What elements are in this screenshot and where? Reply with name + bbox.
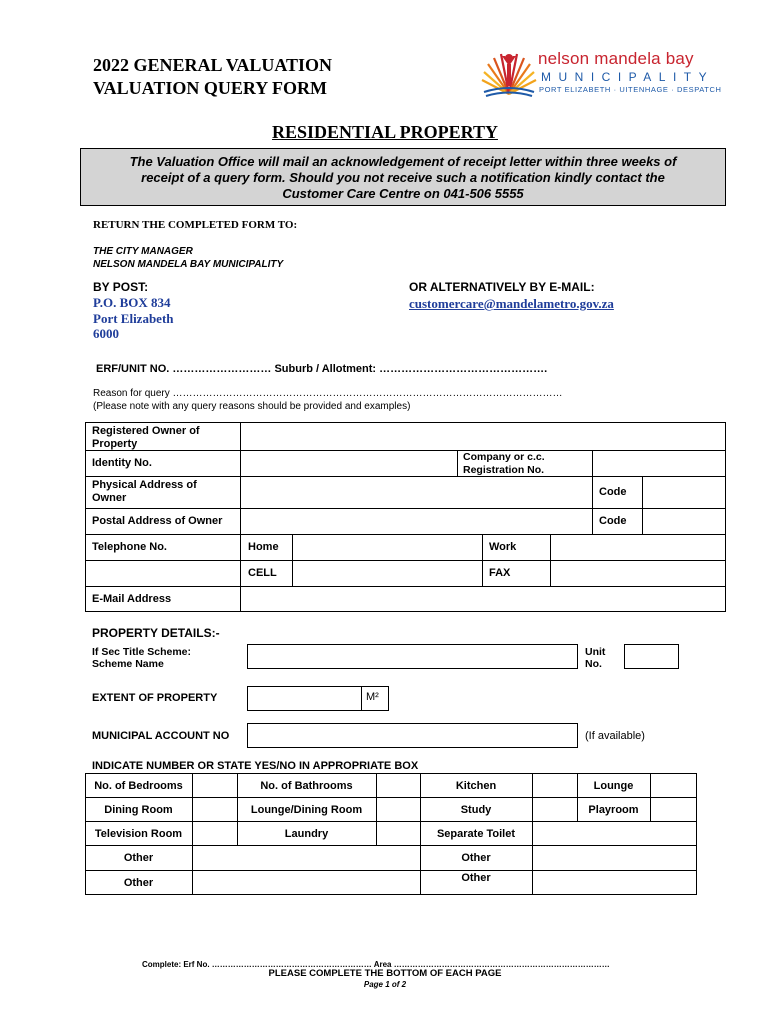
fax-label: FAX	[489, 567, 511, 579]
identity-field[interactable]	[241, 451, 456, 476]
property-heading: PROPERTY DETAILS:-	[92, 626, 220, 640]
sec-title-line-1: If Sec Title Scheme:	[92, 646, 192, 658]
laundry-label: Laundry	[284, 828, 329, 840]
home-phone-field[interactable]	[293, 535, 481, 560]
email-address-field[interactable]	[241, 587, 725, 612]
lounge-field[interactable]	[651, 774, 696, 797]
recipient-line-2: NELSON MANDELA BAY MUNICIPALITY	[93, 259, 284, 270]
rule	[482, 534, 483, 586]
post-label: BY POST:	[93, 280, 149, 294]
other-field-1[interactable]	[193, 846, 419, 870]
sec-title-line-2: Scheme Name	[92, 658, 164, 670]
extent-field[interactable]	[247, 686, 362, 711]
telephone-label: Telephone No.	[92, 541, 167, 553]
laundry-field[interactable]	[377, 822, 419, 845]
logo-municipality: MUNICIPALITY	[541, 70, 715, 84]
cell-label: CELL	[248, 567, 277, 579]
unit-line-2: No.	[585, 658, 602, 670]
other-label-4: Other	[461, 872, 491, 884]
dining-field[interactable]	[193, 798, 236, 821]
post-line-2: Port Elizabeth	[93, 310, 174, 326]
unit-label	[585, 646, 605, 670]
company-reg-label: Company or c.c. Registration No.	[463, 451, 545, 476]
erf-line[interactable]: ERF/UNIT NO. ……………………… Suburb / Allotment: ……………………………………….	[96, 363, 548, 375]
logo-name: nelson mandela bay	[538, 49, 694, 68]
tv-room-label: Television Room	[94, 828, 183, 840]
separate-toilet-field[interactable]	[533, 822, 696, 845]
account-label: MUNICIPAL ACCOUNT NO	[92, 730, 230, 742]
playroom-field[interactable]	[651, 798, 696, 821]
bedrooms-label: No. of Bedrooms	[94, 780, 183, 792]
work-label: Work	[489, 541, 517, 553]
lounge-label: Lounge	[593, 780, 634, 792]
postal-address-field[interactable]	[241, 509, 591, 534]
logo-subtitle: PORT ELIZABETH · UITENHAGE · DESPATCH	[539, 85, 722, 94]
reason-note: (Please note with any query reasons should be provided and examples)	[93, 401, 411, 412]
bathrooms-label: No. of Bathrooms	[260, 780, 353, 792]
sec-title-label	[92, 646, 191, 670]
if-available-label: (If available)	[585, 730, 645, 742]
email-label: OR ALTERNATIVELY BY E-MAIL:	[409, 280, 595, 294]
title-line-2: VALUATION QUERY FORM	[93, 78, 328, 98]
rule	[592, 476, 593, 534]
return-label: RETURN THE COMPLETED FORM TO:	[93, 219, 298, 231]
kitchen-field[interactable]	[533, 774, 576, 797]
identity-label: Identity No.	[92, 457, 152, 469]
bathrooms-field[interactable]	[377, 774, 419, 797]
post-address	[93, 295, 174, 342]
bedrooms-field[interactable]	[193, 774, 236, 797]
physical-code-label: Code	[599, 486, 627, 498]
other-label-3: Other	[123, 877, 154, 889]
tv-room-field[interactable]	[193, 822, 236, 845]
title-line-1: 2022 GENERAL VALUATION	[93, 55, 333, 75]
study-field[interactable]	[533, 798, 576, 821]
rule	[457, 450, 458, 476]
notice-line-1: The Valuation Office will mail an acknowledgement of receipt letter within three weeks of	[129, 154, 677, 169]
other-label-2: Other	[461, 852, 491, 864]
cell-phone-field[interactable]	[293, 561, 481, 586]
lounge-dining-field[interactable]	[377, 798, 419, 821]
dining-label: Dining Room	[104, 804, 173, 816]
unit-no-field[interactable]	[624, 644, 679, 669]
form-title	[93, 54, 332, 100]
footer-complete-line[interactable]: Complete: Erf No. …………………………………………………… Area ………………………………………………………………………	[142, 960, 610, 969]
other-field-2[interactable]	[533, 846, 696, 870]
separate-toilet-label: Separate Toilet	[436, 828, 516, 840]
company-reg-field[interactable]	[593, 451, 725, 476]
m2-label: M²	[366, 691, 379, 703]
page-heading: RESIDENTIAL PROPERTY	[272, 122, 498, 142]
recipient-line-1: THE CITY MANAGER	[93, 246, 193, 257]
notice-line-3: Customer Care Centre on 041-506 5555	[282, 186, 524, 201]
recipient	[93, 245, 283, 271]
other-label-1: Other	[123, 852, 154, 864]
fax-field[interactable]	[551, 561, 725, 586]
post-line-1: P.O. BOX 834	[93, 295, 171, 310]
reason-line[interactable]: Reason for query ………………………………………………………………………………………………………	[93, 388, 563, 399]
unit-line-1: Unit	[585, 646, 606, 658]
email-link[interactable]: customercare@mandelametro.gov.za	[409, 296, 614, 311]
other-field-3[interactable]	[193, 871, 419, 894]
notice-line-2: receipt of a query form. Should you not receive such a notification kindly contact the	[141, 170, 665, 185]
physical-code-field[interactable]	[643, 477, 725, 508]
postal-address-label: Postal Address of Owner	[92, 515, 223, 527]
physical-address-label: Physical Address of Owner	[92, 479, 197, 504]
footer-instruction: PLEASE COMPLETE THE BOTTOM OF EACH PAGE	[268, 968, 502, 979]
rooms-heading: INDICATE NUMBER OR STATE YES/NO IN APPROPRIATE BOX	[92, 760, 419, 772]
scheme-name-field[interactable]	[247, 644, 578, 669]
other-field-4[interactable]	[533, 871, 696, 894]
playroom-label: Playroom	[588, 804, 639, 816]
postal-code-field[interactable]	[643, 509, 725, 534]
study-label: Study	[460, 804, 492, 816]
email-address-label: E-Mail Address	[92, 593, 172, 605]
municipality-logo-icon	[478, 46, 540, 98]
post-line-3: 6000	[93, 326, 119, 341]
home-label: Home	[248, 541, 279, 553]
kitchen-label: Kitchen	[455, 780, 497, 792]
work-phone-field[interactable]	[551, 535, 725, 560]
physical-address-field[interactable]	[241, 477, 591, 508]
account-field[interactable]	[247, 723, 578, 748]
notice-box	[80, 148, 726, 206]
registered-owner-label: Registered Owner of Property	[92, 425, 200, 450]
extent-label: EXTENT OF PROPERTY	[92, 692, 218, 704]
lounge-dining-label: Lounge/Dining Room	[250, 804, 363, 816]
registered-owner-field[interactable]	[241, 423, 725, 450]
page-number: Page 1 of 2	[363, 980, 407, 989]
postal-code-label: Code	[599, 515, 627, 527]
